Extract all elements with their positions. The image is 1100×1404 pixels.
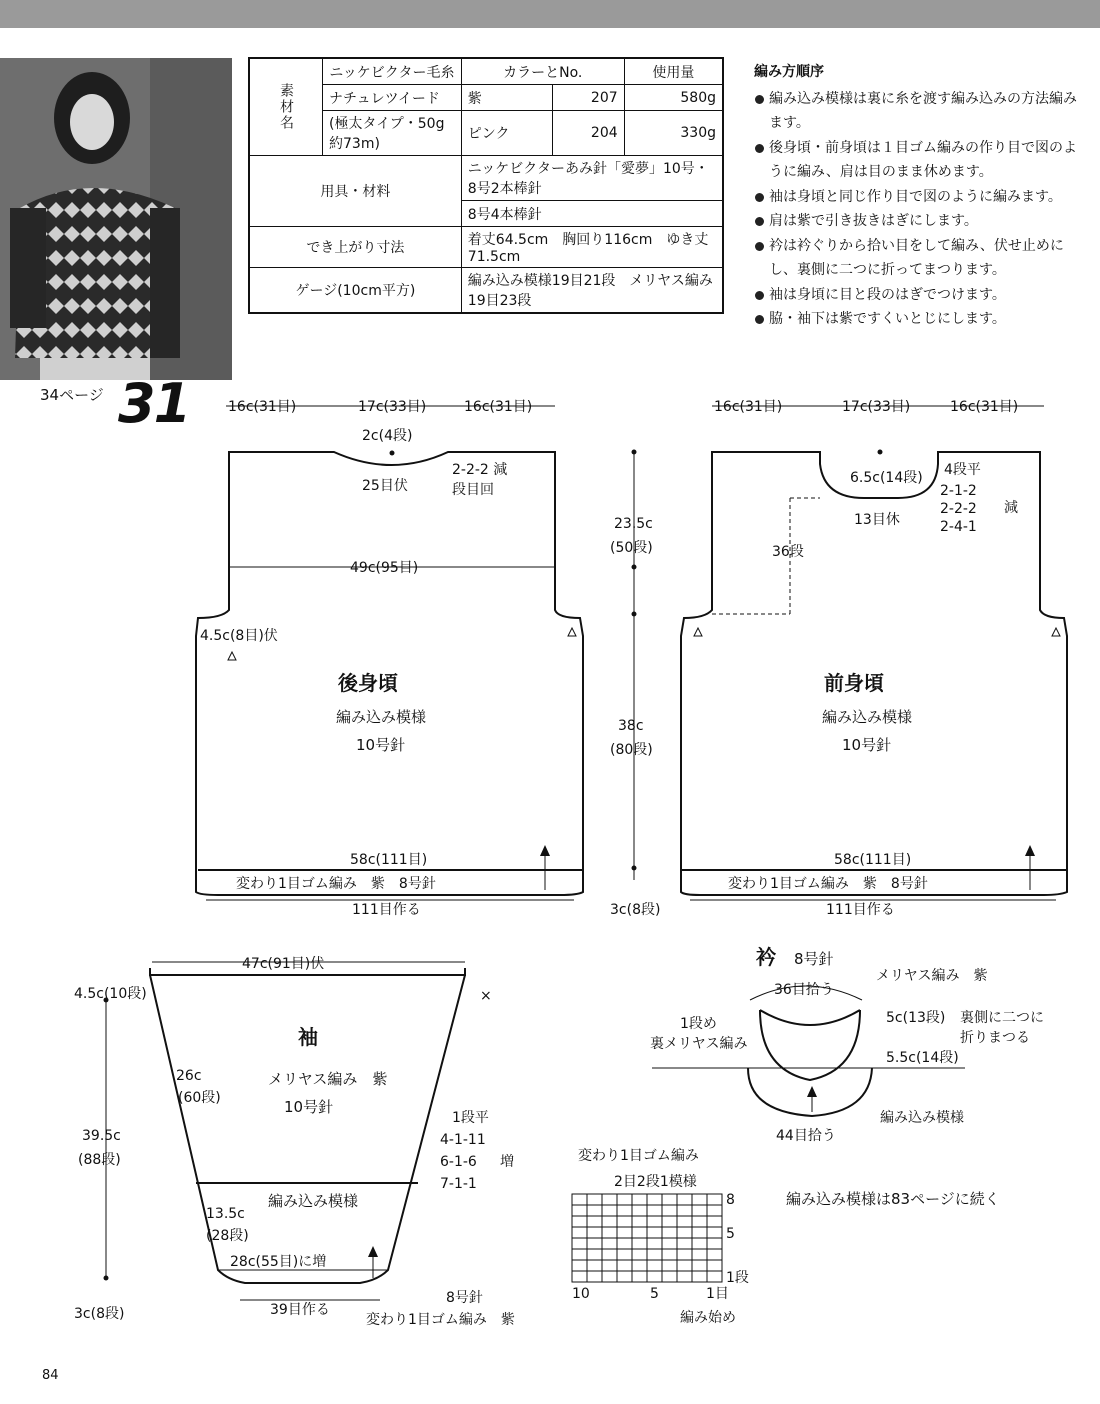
rib-chart-row-label: 8 <box>726 1192 735 1208</box>
sleeve-inc: 4-1-11 <box>440 1132 486 1148</box>
rib-chart-grid <box>572 1194 722 1282</box>
gauge-value: 編み込み模様19目21段 メリヤス編み19目23段 <box>461 268 723 314</box>
collar-reverse: 裏メリヤス編み <box>650 1036 748 1052</box>
upper-body-cm: 23.5c <box>614 516 653 532</box>
back-title: 後身頃 <box>338 671 398 695</box>
front-rib: 変わり1目ゴム編み 紫 8号針 <box>728 876 928 892</box>
front-neck-flat: 4段平 <box>944 462 981 478</box>
back-hem-width: 58c(111目) <box>350 852 428 868</box>
step-item: 袖は身頃に目と段のはぎでつけます。 <box>754 283 1084 308</box>
front-title: 前身頃 <box>824 671 884 695</box>
upper-body-rows: (50段) <box>610 540 653 556</box>
front-armhole-length: 36段 <box>772 544 804 560</box>
rib-chart-col-label: 1目 <box>706 1286 729 1302</box>
amount-header: 使用量 <box>624 58 723 85</box>
back-neck-dec: 段目回 <box>452 482 494 498</box>
color-code: 204 <box>552 111 624 156</box>
color-name: 紫 <box>461 85 552 111</box>
rib-chart-start: 編み始め <box>680 1310 736 1326</box>
sleeve-upper-cm: 26c <box>176 1068 202 1084</box>
collar-pickup-top: 36目拾う <box>774 982 834 998</box>
back-chest-width: 49c(95目) <box>350 560 419 576</box>
yarn-header: ニッケビクター毛糸 <box>323 58 462 85</box>
back-neck-depth: 2c(4段) <box>362 428 413 444</box>
sleeve-outline <box>150 968 465 1283</box>
collar-fold-note: 折りまつる <box>960 1030 1030 1046</box>
page-reference: 34ページ <box>40 386 104 404</box>
front-neck-dec: 2-4-1 <box>940 519 977 535</box>
lower-body-cm: 38c <box>618 718 644 734</box>
collar-colorwork: 編み込み模様 <box>880 1110 964 1126</box>
collar-fold-height: 5c(13段) <box>886 1010 946 1026</box>
step-item: 衿は衿ぐりから拾い目をして編み、伏せ止めにし、裏側に二つに折ってまつります。 <box>754 234 1084 283</box>
sleeve-needle-upper: 10号針 <box>284 1098 334 1116</box>
collar-needle: 8号針 <box>794 950 834 968</box>
back-top-dim: 16c(31目) <box>228 399 297 415</box>
collar-fold-note: 裏側に二つに <box>960 1010 1044 1026</box>
step-item: 編み込み模様は裏に糸を渡す編み込みの方法編みます。 <box>754 87 1084 136</box>
tools-line2: 8号4本棒針 <box>461 201 723 227</box>
yarn-spec: (極太タイプ・50g約73m) <box>323 111 462 156</box>
size-value: 着丈64.5cm 胸回り116cm ゆき丈71.5cm <box>461 227 723 268</box>
color-code: 207 <box>552 85 624 111</box>
front-top-dim: 16c(31目) <box>714 399 783 415</box>
collar-stockinette: メリヤス編み 紫 <box>876 968 988 984</box>
back-rib: 変わり1目ゴム編み 紫 8号針 <box>236 876 436 892</box>
color-header: カラーとNo. <box>461 58 624 85</box>
sleeve-top-width: 47c(91目)伏 <box>242 956 325 972</box>
color-amount: 580g <box>624 85 723 111</box>
sleeve-cap-height: 4.5c(10段) <box>74 986 147 1002</box>
tools-label: 用具・材料 <box>249 156 461 227</box>
step-item: 袖は身頃と同じ作り目で図のように編みます。 <box>754 185 1084 210</box>
front-cast-on: 111目作る <box>826 902 895 918</box>
materials-label: 素材名 <box>249 58 323 156</box>
back-armhole: 4.5c(8目)伏 <box>200 628 278 644</box>
collar-pickup-bottom: 44目拾う <box>776 1128 836 1144</box>
color-amount: 330g <box>624 111 723 156</box>
rib-chart-col-label: 5 <box>650 1286 659 1302</box>
step-item: 脇・袖下は紫ですくいとじにします。 <box>754 307 1084 332</box>
back-cast-on: 111目作る <box>352 902 421 918</box>
sleeve-stitch-lower: 編み込み模様 <box>268 1192 359 1210</box>
rib-chart-title: 変わり1目ゴム編み <box>578 1148 699 1164</box>
front-neck-depth: 6.5c(14段) <box>850 470 923 486</box>
front-hem-width: 58c(111目) <box>834 852 912 868</box>
yarn-name: ナチュレツイード <box>323 85 462 111</box>
back-needle: 10号針 <box>356 736 406 754</box>
front-neck-dec: 2-2-2 <box>940 501 977 517</box>
step-item: 肩は紫で引き抜きはぎにします。 <box>754 209 1084 234</box>
size-label: でき上がり寸法 <box>249 227 461 268</box>
gauge-label: ゲージ(10cm平方) <box>249 268 461 314</box>
front-neck-dec: 2-1-2 <box>940 483 977 499</box>
pattern-number: 31 <box>118 372 190 435</box>
sleeve-inc: 6-1-6 <box>440 1154 477 1170</box>
rib-chart-repeat: 2目2段1模様 <box>614 1174 697 1190</box>
sleeve-lower-cm: 13.5c <box>206 1206 245 1222</box>
back-top-dim: 16c(31目) <box>464 399 533 415</box>
sleeve-lower-rows: (28段) <box>206 1228 249 1244</box>
page-number: 84 <box>42 1368 59 1383</box>
sleeve-rib-needle: 8号針 <box>446 1290 483 1306</box>
front-top-dim: 16c(31目) <box>950 399 1019 415</box>
sleeve-total-rows: (88段) <box>78 1152 121 1168</box>
lower-body-rows: (80段) <box>610 742 653 758</box>
steps-title: 編み方順序 <box>754 64 824 80</box>
back-stitch: 編み込み模様 <box>336 708 427 726</box>
sleeve-upper-rows: (60段) <box>178 1090 221 1106</box>
sleeve-x-mark: × <box>480 988 492 1004</box>
collar-lower-height: 5.5c(14段) <box>886 1050 959 1066</box>
front-needle: 10号針 <box>842 736 892 754</box>
front-neck-rest: 13目休 <box>854 512 900 528</box>
sleeve-title: 袖 <box>298 1025 318 1049</box>
rib-chart-row-label: 5 <box>726 1226 735 1242</box>
color-name: ピンク <box>461 111 552 156</box>
tools-line1: ニッケビクターあみ針「愛夢」10号・8号2本棒針 <box>461 156 723 201</box>
sleeve-inc-word: 増 <box>500 1154 514 1170</box>
sleeve-inc: 1段平 <box>452 1110 489 1126</box>
sleeve-inc-width: 28c(55目)に増 <box>230 1254 327 1270</box>
rib-chart-col-label: 10 <box>572 1286 590 1302</box>
collar-outline <box>748 1010 872 1116</box>
sleeve-total-cm: 39.5c <box>82 1128 121 1144</box>
sleeve-inc: 7-1-1 <box>440 1176 477 1192</box>
rib-chart-row-label: 1段 <box>726 1270 749 1286</box>
sleeve-rib-height: 3c(8段) <box>74 1306 125 1322</box>
back-top-dim: 17c(33目) <box>358 399 427 415</box>
back-neck-dec: 2-2-2 減 <box>452 462 508 478</box>
sleeve-stitch-upper: メリヤス編み 紫 <box>268 1070 388 1088</box>
back-neck-bind: 25目伏 <box>362 478 408 494</box>
front-stitch: 編み込み模様 <box>822 708 913 726</box>
continued-note: 編み込み模様は83ページに続く <box>786 1190 1000 1208</box>
body-rib-height: 3c(8段) <box>610 902 661 918</box>
front-dec-word: 減 <box>1004 500 1018 516</box>
collar-title: 衿 <box>756 945 776 969</box>
sleeve-cast-on: 39目作る <box>270 1302 330 1318</box>
sleeve-rib: 変わり1目ゴム編み 紫 <box>366 1312 515 1328</box>
front-top-dim: 17c(33目) <box>842 399 911 415</box>
collar-row1: 1段め <box>680 1016 717 1032</box>
step-item: 後身頃・前身頃は１目ゴム編みの作り目で図のように編み、肩は目のまま休めます。 <box>754 136 1084 185</box>
